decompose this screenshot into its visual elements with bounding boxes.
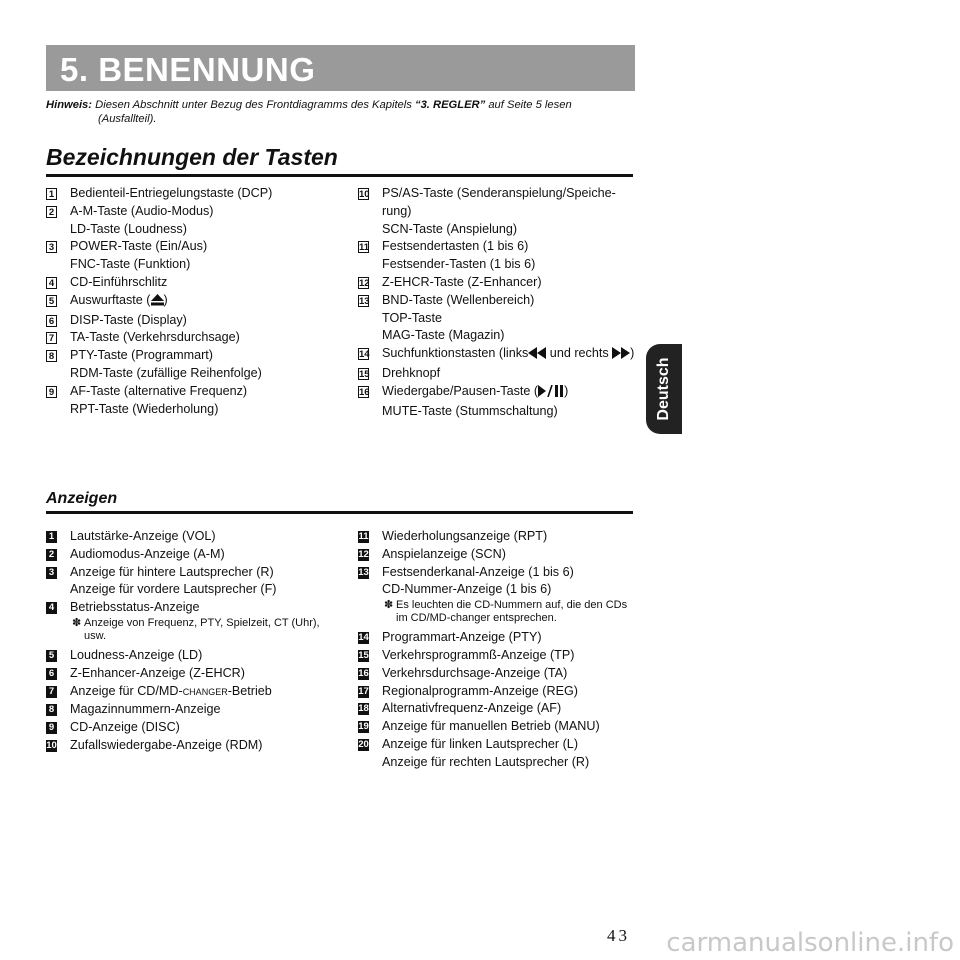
rewind-icon xyxy=(528,347,546,365)
button-item xyxy=(46,185,336,203)
item-label-text: Programmart-Anzeige (PTY) xyxy=(382,630,542,645)
item-label xyxy=(70,221,336,239)
item-number-badge: 2 xyxy=(46,549,57,561)
indicators-list-left xyxy=(46,528,336,755)
page-number: 43 xyxy=(607,926,630,945)
item-label xyxy=(382,718,638,736)
item-label-text: RDM-Taste (zufällige Reihenfolge) xyxy=(70,365,262,380)
button-item xyxy=(358,383,636,421)
indicator-item xyxy=(46,737,336,755)
indicator-item xyxy=(46,528,336,546)
item-label xyxy=(382,185,636,203)
item-number-badge: 11 xyxy=(358,531,369,542)
hint-text-before: Diesen Abschnitt unter Bezug des Frontdiagramms des Kapitels xyxy=(95,99,412,111)
rewind-icon xyxy=(528,347,546,359)
item-label-text: Auswurftaste ( xyxy=(70,292,151,307)
item-number-badge: 9 xyxy=(46,386,57,398)
item-label-text: Z-EHCR-Taste (Z-Enhancer) xyxy=(382,274,542,289)
item-label-text: AF-Taste (alternative Frequenz) xyxy=(70,383,248,398)
item-label-text: Bedienteil-Entriegelungstaste (DCP) xyxy=(70,186,273,200)
indicator-item xyxy=(358,647,638,665)
item-label xyxy=(70,365,336,383)
item-label xyxy=(382,238,636,256)
asterisk-icon: ✽ xyxy=(72,616,82,629)
item-number-badge: 2 xyxy=(46,206,57,218)
indicator-item xyxy=(358,528,638,546)
item-label-text: CD-Nummer-Anzeige (1 bis 6) xyxy=(382,582,552,597)
button-item xyxy=(46,347,336,383)
language-tab xyxy=(646,344,682,434)
item-label xyxy=(70,274,336,292)
item-label-text: Verkehrsdurchsage-Anzeige (TA) xyxy=(382,665,568,680)
button-item xyxy=(46,238,336,274)
item-label xyxy=(70,203,336,221)
buttons-list-right xyxy=(358,185,636,420)
button-item xyxy=(358,345,636,365)
indicator-item xyxy=(358,564,638,600)
item-number-badge: 12 xyxy=(359,277,370,289)
indicator-item xyxy=(358,629,638,647)
item-label xyxy=(70,528,336,546)
indicator-item xyxy=(46,599,336,617)
item-label-text: BND-Taste (Wellenbereich) xyxy=(382,292,535,307)
button-item xyxy=(358,365,636,383)
item-label-text: Verkehrsprogrammß-Anzeige (TP) xyxy=(382,647,575,662)
item-label-text: LD-Taste (Loudness) xyxy=(70,221,187,236)
item-label-text: Magazinnummern-Anzeige xyxy=(70,702,221,717)
item-number-badge: 6 xyxy=(46,668,57,680)
asterisk-icon: ✽ xyxy=(384,599,394,612)
indicators-list-right xyxy=(358,528,638,772)
item-label-text: FNC-Taste (Funktion) xyxy=(70,257,191,272)
item-label-text: A-M-Taste (Audio-Modus) xyxy=(70,203,214,218)
item-label-text: Festsendertasten (1 bis 6) xyxy=(382,239,529,254)
item-label-text: Wiederholungsanzeige (RPT) xyxy=(382,529,548,543)
item-label xyxy=(70,256,336,274)
fast-forward-icon xyxy=(612,347,630,365)
page-title: 5. BENENNUNG xyxy=(60,51,316,88)
item-label-text: Anzeige für linken Lautsprecher (L) xyxy=(382,736,579,751)
item-label-text: Loudness-Anzeige (LD) xyxy=(70,647,203,662)
item-number-badge: 7 xyxy=(46,332,57,344)
item-label-text: ) xyxy=(630,346,635,361)
item-number-badge: 13 xyxy=(359,295,370,307)
item-number-badge: 13 xyxy=(358,566,369,578)
section-divider xyxy=(46,511,633,514)
item-label xyxy=(70,683,336,702)
item-label xyxy=(70,185,336,203)
item-number-badge: 12 xyxy=(358,548,369,560)
item-number-badge: 4 xyxy=(46,277,57,289)
item-label xyxy=(382,528,638,546)
item-label-text: Anzeige für manuellen Betrieb (MANU) xyxy=(382,719,600,734)
item-label xyxy=(70,347,336,365)
item-number-badge: 7 xyxy=(46,686,57,698)
indicators-section-title: Anzeigen xyxy=(46,490,118,507)
item-label-text: PTY-Taste (Programmart) xyxy=(70,348,213,363)
item-label-text: Lautstärke-Anzeige (VOL) xyxy=(70,529,216,543)
play-pause-icon xyxy=(538,385,564,403)
item-label xyxy=(382,546,638,564)
item-label xyxy=(382,665,638,683)
indicator-item xyxy=(358,700,638,718)
item-number-badge: 19 xyxy=(358,721,369,733)
item-label-text: ) xyxy=(163,292,168,307)
item-number-badge: 3 xyxy=(46,241,57,253)
item-label xyxy=(70,329,336,347)
indicator-item xyxy=(46,647,336,665)
button-item xyxy=(46,292,336,312)
indicator-item xyxy=(358,665,638,683)
item-label-text: ) xyxy=(564,383,569,398)
item-number-badge: 11 xyxy=(359,242,370,254)
item-label-text: Anzeige für vordere Lautsprecher (F) xyxy=(70,582,277,597)
item-number-badge: 8 xyxy=(46,350,57,362)
item-label-text: Suchfunktionstasten (links xyxy=(382,346,529,361)
item-label-text: CD-Anzeige (DISC) xyxy=(70,720,180,735)
indicator-item xyxy=(46,546,336,564)
item-label-text: Wiedergabe/Pausen-Taste ( xyxy=(382,383,539,398)
item-label xyxy=(382,365,636,383)
item-number-badge: 16 xyxy=(359,386,370,398)
indicator-item xyxy=(46,701,336,719)
item-label-text: Alternativfrequenz-Anzeige (AF) xyxy=(382,701,562,716)
item-label xyxy=(382,736,638,754)
item-label xyxy=(382,683,638,701)
item-label-smallcaps: CHANGER xyxy=(182,686,228,697)
language-tab-label: Deutsch xyxy=(655,357,672,421)
item-label-text: Festsenderkanal-Anzeige (1 bis 6) xyxy=(382,564,574,579)
item-number-badge: 15 xyxy=(358,649,369,661)
item-label-text: DISP-Taste (Display) xyxy=(70,312,187,327)
item-label-text: RPT-Taste (Wiederholung) xyxy=(70,401,219,416)
item-label xyxy=(382,221,636,239)
item-footnote-text: Anzeige von Frequenz, PTY, Spielzeit, CT (Uhr), usw. xyxy=(84,616,320,642)
item-label xyxy=(382,274,636,292)
item-number-badge: 1 xyxy=(46,188,57,200)
item-number-badge: 9 xyxy=(46,722,57,734)
item-label xyxy=(382,700,638,718)
item-label-text: PS/AS-Taste (Senderanspielung/Speiche- xyxy=(382,186,616,200)
item-number-badge: 5 xyxy=(46,295,57,307)
item-label-text: Anzeige für hintere Lautsprecher (R) xyxy=(70,564,274,579)
button-item xyxy=(358,185,636,238)
item-label-text: Regionalprogramm-Anzeige (REG) xyxy=(382,683,578,698)
item-label-text: Festsender-Tasten (1 bis 6) xyxy=(382,257,536,272)
item-label-text: Drehknopf xyxy=(382,365,441,380)
item-label-text: Anzeige für rechten Lautsprecher (R) xyxy=(382,754,590,769)
button-item xyxy=(358,238,636,274)
item-label xyxy=(382,564,638,582)
item-label xyxy=(70,701,336,719)
section-divider xyxy=(46,174,633,177)
item-number-badge: 4 xyxy=(46,602,57,614)
eject-icon xyxy=(151,294,164,312)
item-label xyxy=(70,546,336,564)
fast-forward-icon xyxy=(612,347,630,359)
item-label xyxy=(70,401,336,419)
item-label xyxy=(382,647,638,665)
item-number-badge: 10 xyxy=(46,739,57,751)
item-label-part: Anzeige für CD/MD- xyxy=(70,683,183,698)
hint-note xyxy=(46,98,636,126)
item-label xyxy=(70,599,336,617)
item-number-badge: 17 xyxy=(358,685,369,697)
item-label xyxy=(70,647,336,665)
item-label xyxy=(70,238,336,256)
item-label: MUTE-Taste (Stummschaltung) xyxy=(382,403,558,418)
indicator-item xyxy=(46,719,336,737)
item-number-badge: 1 xyxy=(46,531,57,543)
hint-reference: “3. REGLER” xyxy=(414,99,486,111)
item-label-text: POWER-Taste (Ein/Aus) xyxy=(70,239,208,254)
item-label xyxy=(382,203,636,221)
item-footnote xyxy=(46,617,336,643)
item-label-part: -Betrieb xyxy=(227,683,272,698)
play-pause-icon xyxy=(538,385,564,397)
item-label-text: SCN-Taste (Anspielung) xyxy=(382,221,518,236)
indicator-item xyxy=(358,718,638,736)
item-number-badge: 3 xyxy=(46,567,57,579)
buttons-section-title: Bezeichnungen der Tasten xyxy=(46,144,338,170)
item-label xyxy=(382,292,636,310)
indicator-item xyxy=(46,665,336,683)
hint-text-after: auf Seite 5 lesen xyxy=(488,99,572,111)
item-label xyxy=(382,310,636,328)
button-item xyxy=(46,203,336,239)
item-number-badge: 8 xyxy=(46,704,57,716)
item-label xyxy=(70,292,336,312)
item-number-badge: 5 xyxy=(46,650,57,662)
hint-line2: (Ausfallteil). xyxy=(98,113,157,125)
button-item xyxy=(46,329,336,347)
watermark: carmanualsonline.info xyxy=(666,928,954,958)
item-label-text: Audiomodus-Anzeige (A-M) xyxy=(70,546,225,561)
item-number-badge: 14 xyxy=(358,632,369,644)
item-label xyxy=(70,737,336,755)
item-footnote-text: Es leuchten die CD-Nummern auf, die den CDs im CD/MD-changer entsprechen. xyxy=(396,599,628,625)
button-item xyxy=(46,274,336,292)
item-label-text: Zufallswiedergabe-Anzeige (RDM) xyxy=(70,737,263,752)
item-label xyxy=(70,581,336,599)
indicator-item xyxy=(358,546,638,564)
indicator-item xyxy=(358,736,638,772)
item-label xyxy=(70,312,336,330)
button-item xyxy=(358,292,636,345)
item-label xyxy=(70,564,336,582)
item-label xyxy=(382,327,636,345)
item-label xyxy=(382,383,636,403)
item-label xyxy=(70,383,336,401)
item-number-badge: 14 xyxy=(359,349,370,361)
item-number-badge: 10 xyxy=(359,189,370,200)
item-label-text: MAG-Taste (Magazin) xyxy=(382,328,505,343)
item-label xyxy=(382,754,638,772)
item-number-badge: 16 xyxy=(358,667,369,679)
item-label xyxy=(382,345,636,365)
item-number-badge: 6 xyxy=(46,315,57,327)
eject-icon xyxy=(151,294,164,306)
button-item xyxy=(46,383,336,419)
item-label xyxy=(70,665,336,683)
item-label-text: TA-Taste (Verkehrsdurchsage) xyxy=(70,330,240,345)
item-number-badge: 18 xyxy=(358,703,369,715)
item-label-text: Z-Enhancer-Anzeige (Z-EHCR) xyxy=(70,665,245,680)
indicator-item xyxy=(46,564,336,600)
item-label-text: TOP-Taste xyxy=(382,310,442,325)
item-label xyxy=(382,581,638,599)
hint-label: Hinweis: xyxy=(46,99,93,111)
item-label-text: rung) xyxy=(382,203,412,218)
item-label-text: Anspielanzeige (SCN) xyxy=(382,546,506,561)
item-label-text: und rechts xyxy=(546,346,613,361)
section-header-bar xyxy=(46,45,635,91)
button-item xyxy=(46,312,336,330)
indicator-item xyxy=(46,683,336,702)
item-label xyxy=(382,256,636,274)
item-label-text: Betriebsstatus-Anzeige xyxy=(70,600,200,615)
item-label-text: CD-Einführschlitz xyxy=(70,274,168,289)
item-number-badge: 20 xyxy=(358,738,369,750)
buttons-list-left xyxy=(46,185,336,418)
item-number-badge: 15 xyxy=(359,368,370,380)
item-footnote xyxy=(358,599,638,625)
item-label xyxy=(70,719,336,737)
item-label xyxy=(382,629,638,647)
button-item xyxy=(358,274,636,292)
indicator-item xyxy=(358,683,638,701)
